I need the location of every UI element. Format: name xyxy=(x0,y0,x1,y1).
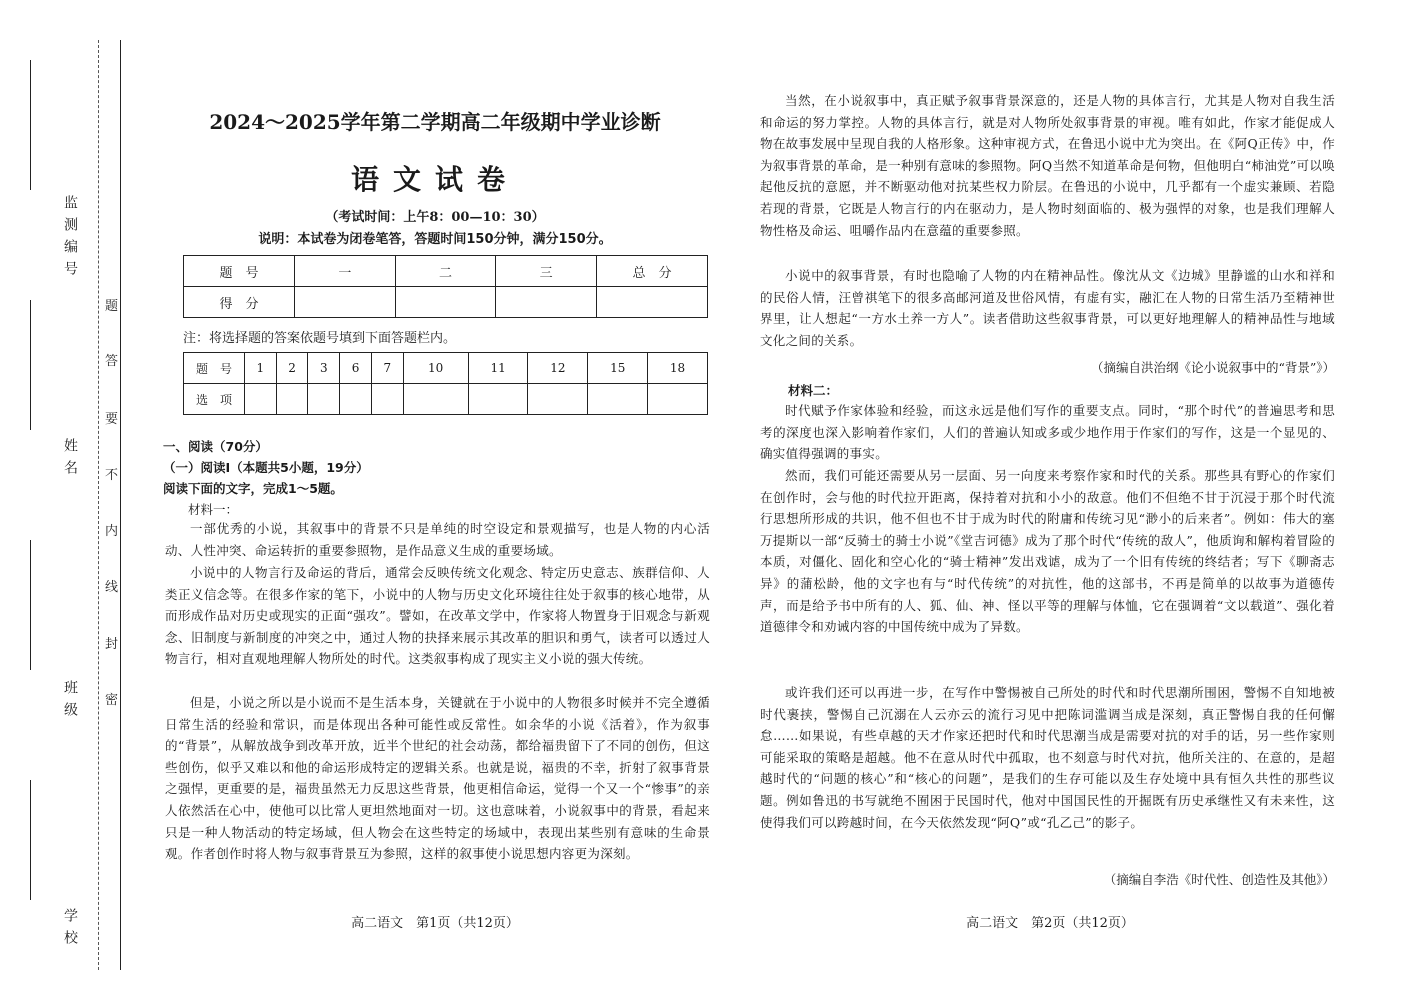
source-citation: （摘编自李浩《时代性、创造性及其他》） xyxy=(1103,872,1335,887)
question-number: 15 xyxy=(588,353,648,384)
paragraph: 小说中的叙事背景，有时也隐喻了人物的内在精神品性。像沈从文《边城》里静谧的山水和祥和的民俗人情，汪曾祺笔下的很多高邮河道及世俗风情，有虚有实，融汇在人物的日常生活乃至精神世界里，让人想起“一方水土养一方人”。读者借助这些叙事背景，可以更好地理解人的精神品性与地域文化之间的关系。 xyxy=(760,268,1335,348)
answer-note: 注：将选择题的答案依题号填到下面答题栏内。 xyxy=(183,331,457,346)
paragraph: 或许我们还可以再进一步，在写作中警惕被自己所处的时代和时代思潮所围困，警惕不自知地被时代裹挟，警惕自己沉溺在人云亦云的流行习见中把陈词滥调当成是深刻，真正警惕自我的任何懈怠……如果说，有些卓越的天才作家还把时代和时代思潮当成是需要对抗的对手的话，另一些作家则可能采取的策略是超越。他不在意从时代中孤取，也不刻意与时代对抗，他所关注的、在意的，是超越时代的“问题的核心”和“核心的问题”，是我们的生存可能以及生存处境中具有恒久共性的那些议题。例如鲁迅的书写就绝不囿困于民国时代，他对中国国民性的开掘既有历史承继性又有未来性，这使得我们可以跨越时间，在今天依然发现“阿Q”或“孔乙己”的影子。 xyxy=(760,685,1335,830)
question-number: 1 xyxy=(245,353,277,384)
exam-instructions: 说明：本试卷为闭卷笔答，答题时间150分钟，满分150分。 xyxy=(258,232,612,247)
answer-table xyxy=(183,352,708,415)
binding-margin xyxy=(0,0,125,1002)
question-number: 18 xyxy=(648,353,708,384)
paragraph: 然而，我们可能还需要从另一层面、另一向度来考察作家和时代的关系。那些具有野心的作家们在创作时，会与他的时代拉开距离，保持着对抗和小小的敌意。他们不但绝不甘于沉浸于那个时代流行思想所形成的共识，他不但也不甘于成为时代的附庸和传统习见“渺小的后来者”。例如：伟大的塞万提斯以一部“反骑士的骑士小说”《堂吉诃德》成为了那个时代“传统的敌人”，他质询和解构着冒险的本质，对僵化、固化和空心化的“骑士精神”发出戏谑，成为了一个旧有传统的终结者；写下《聊斋志异》的蒲松龄，他的文字也有与“时代传统”的对抗性，他的这部书，不再是简单的以故事为道德传声，而是给予书中所有的人、狐、仙、神、怪以平等的理解与体恤，它在强调着“文以载道”、强化着道德律令和劝诫内容的中国传统中成为了异数。 xyxy=(760,468,1335,635)
material-label: 材料一： xyxy=(188,502,239,517)
score-header-cell: 三 xyxy=(496,256,597,287)
seal-char: 答 xyxy=(105,354,119,369)
section-heading: 一、阅读（70分） xyxy=(163,439,268,454)
school-line xyxy=(30,780,31,900)
name-field[interactable] xyxy=(40,438,100,482)
school-field[interactable] xyxy=(40,908,100,952)
paragraph: 当然，在小说叙事中，真正赋予叙事背景深意的，还是人物的具体言行，尤其是人物对自我生活和命运的努力掌控。人物的具体言行，就是对人物所处叙事背景的审视。唯有如此，作家才能促成人物在故事发展中呈现自我的人格形象。这种审视方式，在鲁迅小说中尤为突出。在《阿Q正传》中，作为叙事背景的革命，是一种别有意味的参照物。阿Q当然不知道革命是何物，但他明白“柿油党”可以唤起他反抗的意愿，并不断驱动他对抗某些权力阶层。在鲁迅的小说中，几乎都有一个虚实兼顾、若隐若现的背景，它既是人物言行的内在驱动力，是人物时刻面临的、极为强悍的对象，也是我们理解人物性格及命运、咀嚼作品内在意蕴的重要参照。 xyxy=(760,93,1335,238)
source-citation: （摘编自洪治纲《论小说叙事中的“背景”》） xyxy=(1090,360,1335,375)
score-cell[interactable] xyxy=(395,287,496,318)
subsection-heading: （一）阅读Ⅰ（本题共5小题，19分） xyxy=(163,460,369,475)
answer-cell[interactable] xyxy=(648,384,708,415)
answer-cell[interactable] xyxy=(276,384,308,415)
binding-border-line xyxy=(120,40,121,970)
answer-cell[interactable] xyxy=(588,384,648,415)
seal-char: 密 xyxy=(105,693,119,708)
paragraph: 一部优秀的小说，其叙事中的背景不只是单纯的时空设定和景观描写，也是人物的内心活动、人性冲突、命运转折的重要参照物，是作品意义生成的重要场域。 xyxy=(165,521,710,558)
seal-char: 不 xyxy=(105,468,119,483)
question-number: 7 xyxy=(371,353,403,384)
reading-instruction: 阅读下面的文字，完成1～5题。 xyxy=(163,481,343,496)
score-cell[interactable] xyxy=(295,287,396,318)
question-number: 12 xyxy=(528,353,588,384)
name-label: 姓名 xyxy=(62,438,78,482)
exam-time: （考试时间：上午8：00—10：30） xyxy=(325,210,545,225)
exam-title: 2024～2025学年第二学期高二年级期中学业诊断 xyxy=(209,110,661,134)
class-line xyxy=(30,540,31,670)
score-header-cell: 题 号 xyxy=(184,256,295,287)
question-number: 11 xyxy=(468,353,528,384)
score-header-cell: 总 分 xyxy=(597,256,708,287)
dashed-cut-line xyxy=(98,40,99,970)
class-field[interactable] xyxy=(40,680,100,724)
id-number-label: 监测编号 xyxy=(62,195,78,283)
class-label: 班级 xyxy=(62,680,78,724)
seal-char: 线 xyxy=(105,580,119,595)
id-number-line xyxy=(30,60,31,190)
paragraph: 小说中的人物言行及命运的背后，通常会反映传统文化观念、特定历史意志、族群信仰、人类正义信念等。在很多作家的笔下，小说中的人物与历史文化环境往往处于叙事的核心地带，从而形成作品对历史或现实的正面“强攻”。譬如，在改革文学中，作家将人物置身于旧观念与新观念、旧制度与新制度的冲突之中，通过人物的抉择来展示其改革的胆识和勇气，读者可以透过人物言行，相对直观地理解人物所处的时代。这类叙事构成了现实主义小说的强大传统。 xyxy=(165,565,710,667)
score-table xyxy=(183,255,708,318)
answer-cell[interactable] xyxy=(528,384,588,415)
question-number: 10 xyxy=(403,353,468,384)
page-footer: 高二语文 第2页（共12页） xyxy=(966,916,1134,931)
page-footer: 高二语文 第1页（共12页） xyxy=(351,916,519,931)
answer-cell[interactable] xyxy=(403,384,468,415)
question-number: 6 xyxy=(340,353,372,384)
question-number: 2 xyxy=(276,353,308,384)
answer-row-label: 选 项 xyxy=(184,384,245,415)
answer-header-label: 题 号 xyxy=(184,353,245,384)
score-cell[interactable] xyxy=(496,287,597,318)
answer-cell[interactable] xyxy=(371,384,403,415)
answer-cell[interactable] xyxy=(245,384,277,415)
answer-cell[interactable] xyxy=(468,384,528,415)
score-cell[interactable] xyxy=(597,287,708,318)
name-line xyxy=(30,300,31,430)
score-header-cell: 二 xyxy=(395,256,496,287)
seal-char: 要 xyxy=(105,412,119,427)
score-header-cell: 一 xyxy=(295,256,396,287)
paragraph: 但是，小说之所以是小说而不是生活本身，关键就在于小说中的人物很多时候并不完全遵循日常生活的经验和常识，而是体现出各种可能性或反常性。如余华的小说《活着》，作为叙事的“背景”，从解放战争到改革开放，近半个世纪的社会动荡，都给福贵留下了不同的创伤，但这些创伤，似乎又难以和他的命运形成特定的逻辑关系。也就是说，福贵的不幸，折射了叙事背景之强悍，更重要的是，福贵虽然无力反思这些背景，他更相信命运，觉得一个又一个“惨事”的亲人依然活在心中，使他可以比常人更坦然地面对一切。这也意味着，小说叙事中的背景，看起来只是一种人物活动的特定场域，但人物会在这些特定的场域中，表现出某些别有意味的生命景观。作者创作时将人物与叙事背景互为参照，这样的叙事使小说思想内容更为深刻。 xyxy=(165,695,710,862)
subject-title: 语文试卷 xyxy=(350,163,519,196)
question-number: 3 xyxy=(308,353,340,384)
answer-cell[interactable] xyxy=(340,384,372,415)
answer-cell[interactable] xyxy=(308,384,340,415)
id-number-field[interactable] xyxy=(40,195,100,283)
score-row-label: 得 分 xyxy=(184,287,295,318)
seal-char: 内 xyxy=(105,524,119,539)
paragraph: 时代赋予作家体验和经验，而这永远是他们写作的重要支点。同时，“那个时代”的普遍思考和思考的深度也深入影响着作家们，人们的普遍认知或多或少地作用于作家们的写作，这是一个显见的、确实值得强调的事实。 xyxy=(760,403,1335,462)
school-label: 学校 xyxy=(62,908,78,952)
seal-char: 题 xyxy=(105,299,119,314)
seal-char: 封 xyxy=(105,637,119,652)
material-label: 材料二： xyxy=(788,383,839,398)
